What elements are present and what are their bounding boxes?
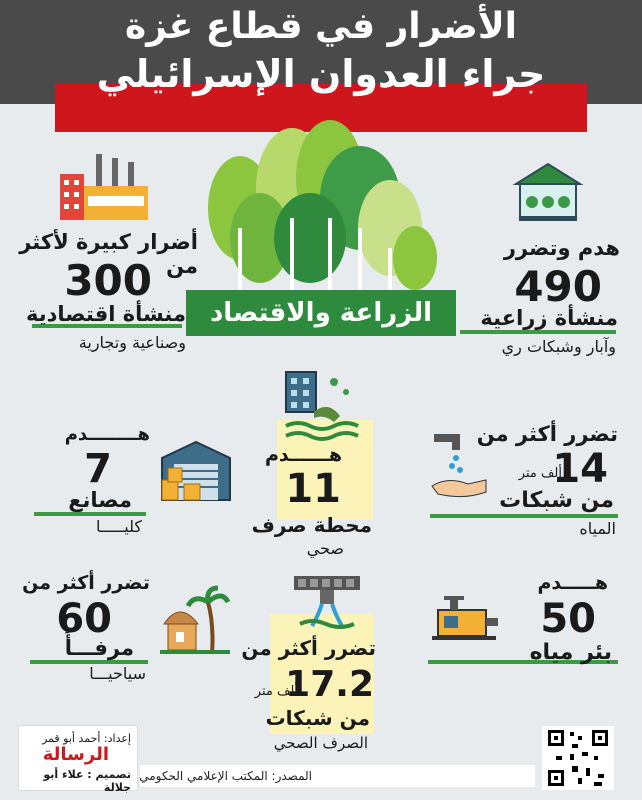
agri-line2: منشأة زراعية bbox=[480, 306, 618, 330]
economic-line2: منشأة اقتصادية bbox=[25, 302, 186, 326]
sewage-net-line2: من شبكات bbox=[265, 706, 370, 730]
agri-line3: وآبار وشبكات ري bbox=[501, 337, 616, 356]
water-number: 14 bbox=[552, 446, 608, 492]
economic-line3: وصناعية وتجارية bbox=[78, 333, 186, 352]
sewage-pipe-icon bbox=[292, 574, 362, 630]
title-line-2: جراء العدوان الإسرائيلي bbox=[96, 52, 546, 96]
sewage-net-line1: تضرر أكثر من bbox=[241, 636, 376, 660]
building-sewage-icon bbox=[284, 370, 360, 442]
factories-line2: مصانع bbox=[68, 488, 132, 512]
title-line-1: الأضرار في قطاع غزة bbox=[125, 6, 517, 47]
tourism-number: 60 bbox=[56, 596, 112, 642]
factories-line3: كليـــــا bbox=[95, 517, 142, 536]
agri-line1: هدم وتضرر bbox=[503, 236, 620, 260]
water-line1: تضرر أكثر من bbox=[476, 422, 618, 446]
sewage-net-unit: ألف متر bbox=[254, 684, 298, 699]
credits-box bbox=[18, 725, 138, 794]
economic-line1: أضرار كبيرة لأكثر من bbox=[19, 230, 198, 278]
water-pump-icon bbox=[430, 594, 500, 642]
economic-number: 300 bbox=[64, 256, 152, 305]
tourism-line1: تضرر أكثر من bbox=[22, 572, 150, 594]
greenhouse-icon bbox=[512, 160, 584, 224]
tourism-line2: مرفـــأً bbox=[64, 636, 134, 660]
sewage-station-number: 11 bbox=[285, 466, 341, 512]
water-unit: ألف متر bbox=[518, 466, 562, 481]
wells-number: 50 bbox=[540, 596, 596, 642]
beach-hut-icon bbox=[160, 584, 230, 656]
tourism-line3: سياحيـــا bbox=[89, 664, 146, 683]
section-banner: الزراعة والاقتصاد bbox=[186, 290, 456, 336]
wells-line1: هـــــدم bbox=[537, 572, 608, 594]
wells-line2: بئر مياه bbox=[529, 640, 612, 665]
factory-icon bbox=[56, 152, 152, 222]
factories-number: 7 bbox=[84, 446, 112, 492]
prepared-by: إعداد: أحمد أبو قمر bbox=[41, 732, 131, 745]
sewage-station-line1: هــــــدم bbox=[264, 444, 342, 466]
water-line2: من شبكات bbox=[499, 488, 614, 513]
agri-underline bbox=[460, 330, 616, 334]
factories-underline bbox=[34, 512, 146, 516]
designed-by: تصميم : علاء أبو جلالة bbox=[43, 768, 131, 794]
qr-code bbox=[542, 726, 614, 790]
brand-logo: الرسالة bbox=[42, 744, 109, 765]
water-underline bbox=[430, 514, 618, 518]
trees-icon bbox=[200, 118, 440, 298]
sewage-net-number: 17.2 bbox=[285, 664, 374, 705]
water-line3: المياه bbox=[579, 519, 616, 538]
sewage-net-line3: الصرف الصحي bbox=[273, 734, 368, 752]
sewage-station-line3: صحي bbox=[306, 539, 344, 558]
warehouse-icon bbox=[160, 440, 232, 502]
agri-number: 490 bbox=[514, 262, 602, 311]
factories-line1: هــــــــدم bbox=[64, 424, 150, 445]
sewage-station-line2: محطة صرف bbox=[251, 513, 372, 537]
source-text: المصدر: المكتب الإعلامي الحكومي bbox=[139, 769, 312, 783]
